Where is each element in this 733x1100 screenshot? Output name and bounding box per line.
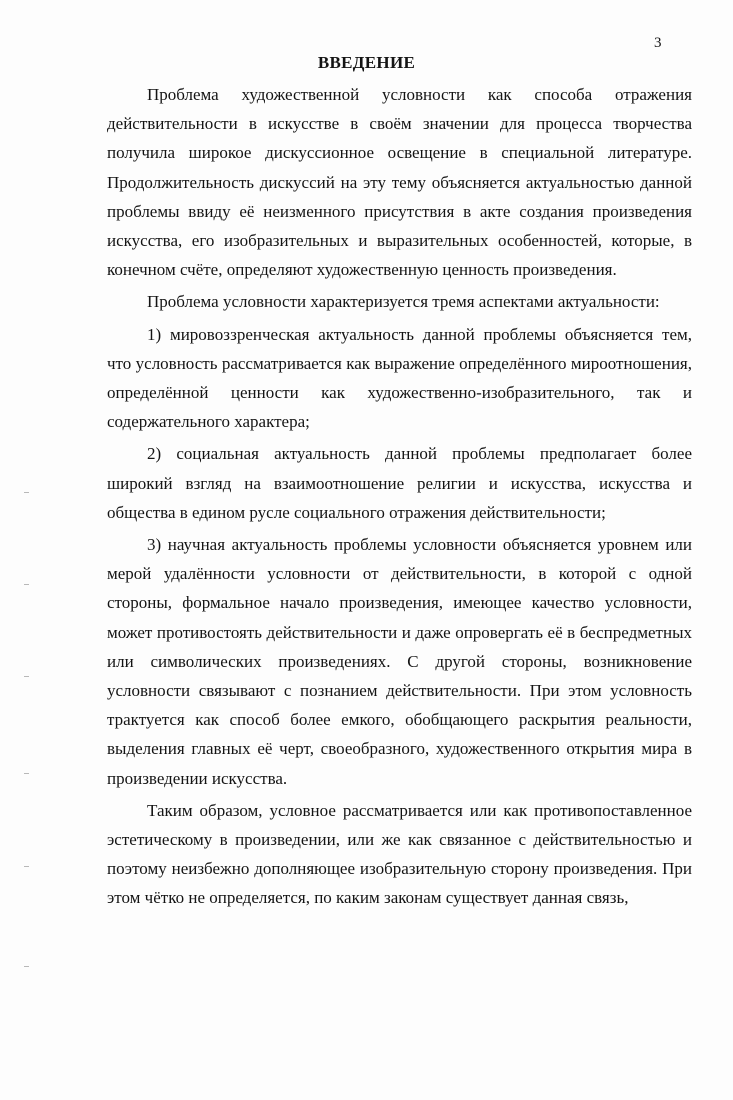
paragraph-conclusion: Таким образом, условное рассматривается или как противопоставленное эстетическому в произведении, или же как связанное с действительностью и поэтому неизбежно дополняющее изобразительную сторону произведения. При этом чётко не определяется, по каким законам существует данная связь, [107, 800, 692, 908]
paragraph-aspects-lead: Проблема условности характеризуется тремя аспектами актуальности: [147, 292, 660, 312]
scan-mark [24, 966, 29, 967]
paragraph-aspect-worldview: 1) мировоззренческая актуальность данной проблемы объясняется тем, что условность рассматривается как выражение определённого мироотношения, определённой ценности как художественно-изобразительного, так и содержательного характера; [107, 324, 692, 432]
page-number: 3 [654, 35, 662, 51]
scan-mark [24, 866, 29, 867]
document-body [107, 80, 692, 913]
scan-mark [24, 492, 29, 493]
scan-mark [24, 584, 29, 585]
page-title: ВВЕДЕНИЕ [317, 53, 416, 72]
scan-mark [24, 676, 29, 677]
paragraph-aspect-scientific: 3) научная актуальность проблемы условности объясняется уровнем или мерой удалённости условности от действительности, в которой с одной стороны, формальное начало произведения, имеющее качество условности, может противостоять действительности и даже опровергать её в беспредметных или символических произведениях. С другой стороны, возникновение условности связывают с познанием действительности. При этом условность трактуется как способ более емкого, обобщающего раскрытия реальности, выделения главных её черт, своеобразного, художественного открытия мира в произведении искусства. [107, 535, 692, 788]
scan-mark [24, 773, 29, 774]
paragraph-aspect-social: 2) социальная актуальность данной проблемы предполагает более широкий взгляд на взаимоотношение религии и искусства, искусства и общества в едином русле социального отражения действительности; [107, 444, 692, 522]
paragraph-intro: Проблема художественной условности как способа отражения действительности в искусстве в своём значении для процесса творчества получила широкое дискуссионное освещение в специальной литературе. Продолжительность дискуссий на эту тему объясняется актуальностью данной проблемы ввиду её неизменного присутствия в акте создания произведения искусства, его изобразительных и выразительных особенностей, которые, в конечном счёте, определяют художественную ценность произведения. [107, 85, 692, 280]
